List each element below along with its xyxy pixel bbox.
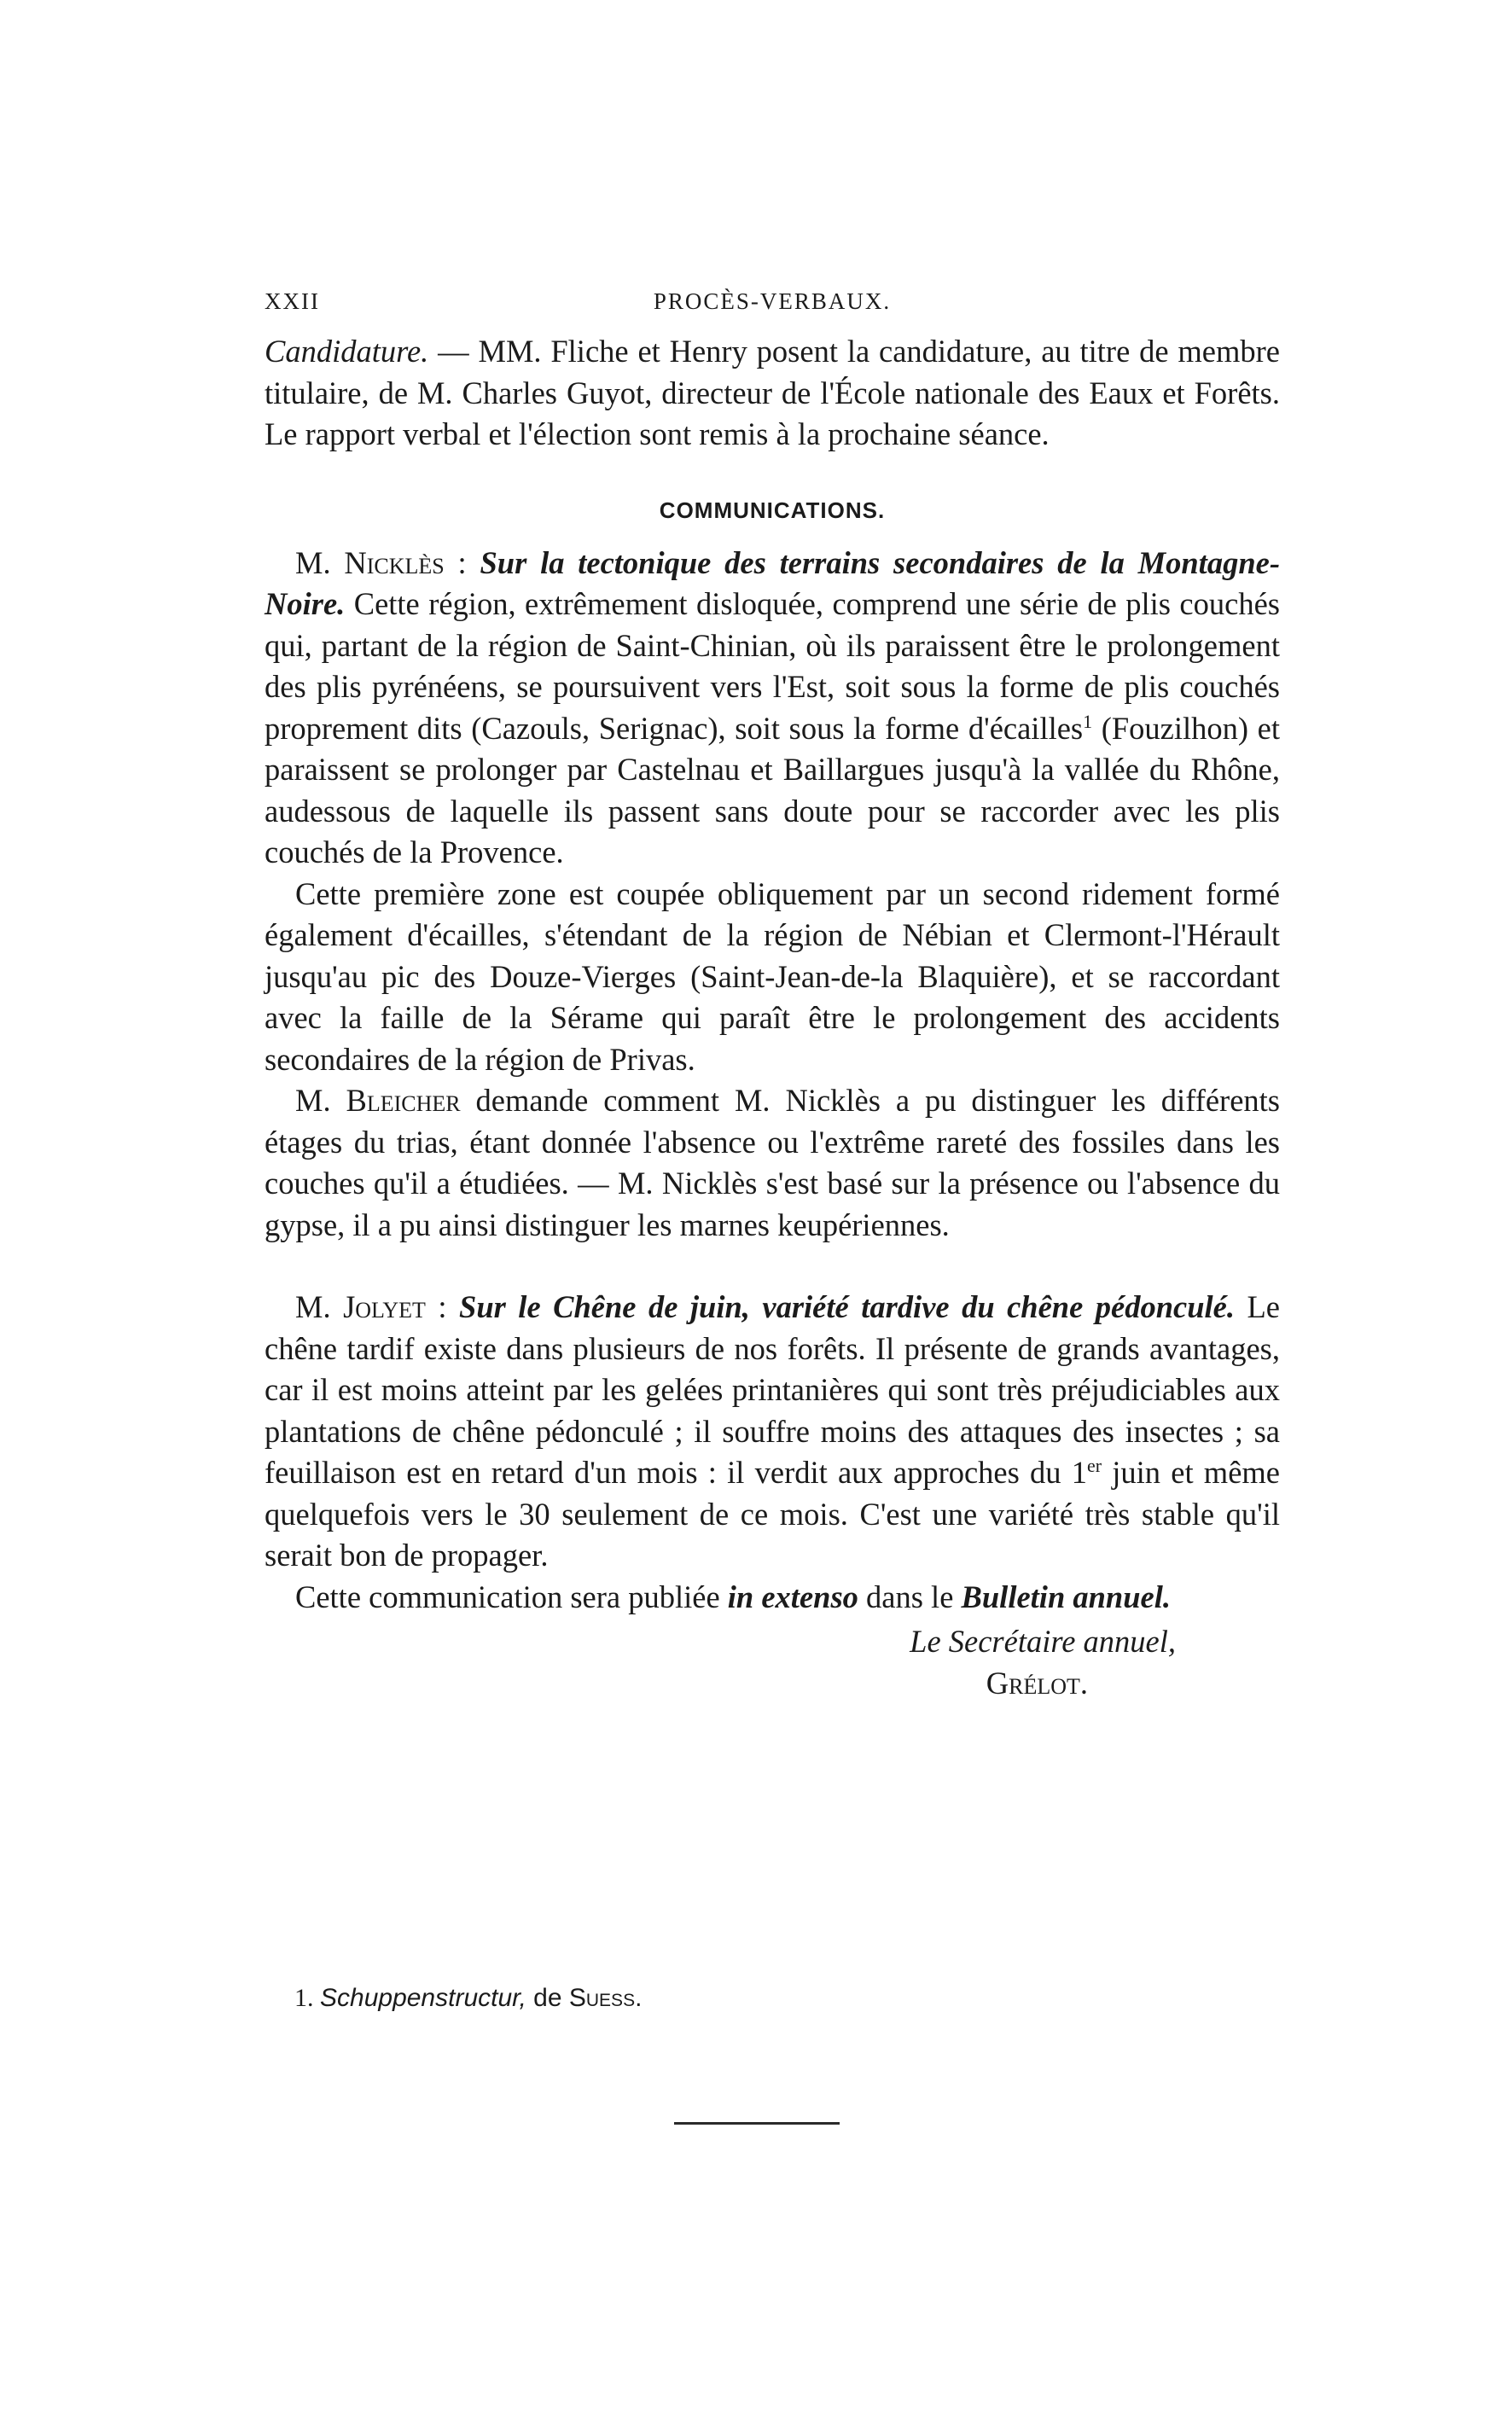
running-head xyxy=(265,288,1280,323)
bleicher-intro: M. xyxy=(295,1083,346,1118)
footnote-rest: de xyxy=(526,1984,569,2012)
closing-rule xyxy=(674,2122,840,2125)
candidature-label: Candidature. xyxy=(265,334,429,369)
in-extenso: in extenso xyxy=(727,1579,858,1614)
nickles-intro: M. xyxy=(295,544,345,580)
ordinal-superscript: er xyxy=(1087,1454,1102,1476)
jolyet-sep: : xyxy=(425,1289,460,1324)
page-number: XXII xyxy=(265,288,320,314)
footnote-term: Schuppenstructur, xyxy=(320,1984,526,2012)
footnote xyxy=(294,1981,642,2015)
signature-role: Le Secrétaire annuel, xyxy=(910,1624,1176,1659)
nickles-paragraph xyxy=(265,543,1280,874)
author-bleicher: Bleicher xyxy=(346,1083,461,1118)
candidature-paragraph xyxy=(265,331,1280,456)
signature-block xyxy=(265,1621,1280,1704)
paragraph-gap xyxy=(265,1246,1280,1287)
author-jolyet: Jolyet xyxy=(343,1289,426,1324)
nickles-sep: : xyxy=(444,544,480,580)
jolyet-paragraph xyxy=(265,1287,1280,1577)
jolyet-text-b: juin et même quelquefois vers le 30 seulement de ce mois. C'est une variété très stable qu'il serait bon de propager. xyxy=(265,1455,1280,1573)
nickles-paragraph-2: Cette première zone est coupée obliquement par un second ridement formé également d'écailles, s'étendant de la région de Nébian et Clermont-l'Hérault jusqu'au pic des Douze-Vierges (Saint-Jean-de-la Blaquière), et se raccordant avec la faille de la Sérame qui paraît être le prolongement des accidents secondaires de la région de Privas. xyxy=(265,875,1280,1077)
jolyet-p2-a: Cette communication sera publiée xyxy=(295,1579,728,1614)
nickles-title: Sur la tectonique des terrains secondaires de la Montagne-Noire. xyxy=(265,544,1280,621)
running-title: PROCÈS-VERBAUX. xyxy=(653,288,892,314)
bleicher-paragraph xyxy=(265,1080,1280,1246)
bulletin-title: Bulletin annuel. xyxy=(961,1579,1171,1614)
footnote-number: 1. xyxy=(294,1984,314,2012)
jolyet-p2-b: dans le xyxy=(858,1579,962,1614)
jolyet-paragraph-2 xyxy=(265,1577,1280,1619)
section-heading: COMMUNICATIONS. xyxy=(659,497,886,523)
bleicher-text: demande comment M. Nicklès a pu distinguer les différents étages du trias, étant donnée l'absence ou l'extrême rareté des fossiles dans les couches qu'il a étudiées. — M. Nicklès s'est basé sur la présence ou l'absence du gypse, il a pu ainsi distinguer les marnes keupériennes. xyxy=(265,1083,1280,1242)
signature-name: Grélot. xyxy=(986,1665,1088,1701)
footnote-ref: 1 xyxy=(1083,710,1093,732)
jolyet-intro: M. xyxy=(295,1289,344,1324)
jolyet-text-a: Le chêne tardif existe dans plusieurs de nos forêts. Il présente de grands avantages, car il est moins atteint par les gelées printanières qui sont très préjudiciables aux plantations de chêne pédonculé ; il souffre moins des attaques des insectes ; sa feuillaison est en retard d'un mois : il verdit aux approches du 1 xyxy=(265,1289,1280,1490)
footnote-author: Suess. xyxy=(568,1984,643,2012)
jolyet-title: Sur le Chêne de juin, variété tardive du chêne pédonculé. xyxy=(459,1289,1236,1324)
body-text xyxy=(265,331,1280,1704)
nickles-text-a: Cette région, extrêmement disloquée, comprend une série de plis couchés qui, partant de la région de Saint-Chinian, où ils paraissent être le prolongement des plis pyrénéens, se poursuivent vers l'Est, soit sous la forme de plis couchés proprement dits (Cazouls, Serignac), soit sous la forme d'écailles xyxy=(265,586,1280,746)
nickles-text-b: (Fouzilhon) et paraissent se prolonger par Castelnau et Baillargues jusqu'à la vallée du Rhône, audessous de laquelle ils passent sans doute pour se raccorder avec les plis couchés de la Provence. xyxy=(265,710,1281,869)
author-nickles: Nicklès xyxy=(344,544,445,580)
candidature-text: — MM. Fliche et Henry posent la candidature, au titre de membre titulaire, de M. Charles Guyot, directeur de l'École nationale des Eaux et Forêts. Le rapport verbal et l'élection sont remis à la prochaine séance. xyxy=(265,334,1280,451)
